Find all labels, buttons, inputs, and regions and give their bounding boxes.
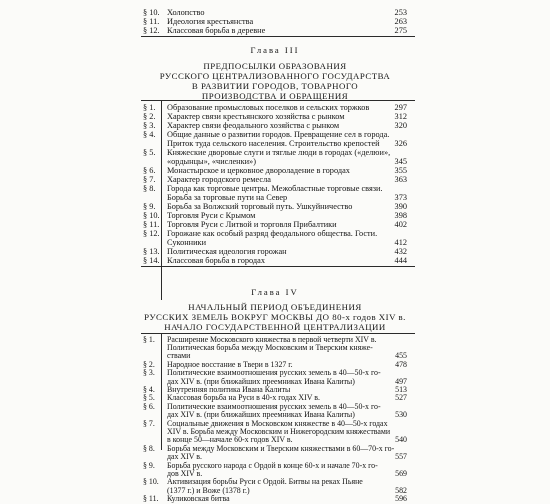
entry-title: Суконники — [167, 238, 207, 247]
entry-page: 263 — [394, 17, 407, 26]
chapter-label: Глава IV — [251, 287, 299, 297]
entry-number: § 10. — [143, 8, 160, 17]
entry-title: Классовая борьба на Руси в 40-х годах XIV в. — [167, 393, 320, 403]
entry-title: Характер связи крестьянского хозяйства с рынком — [167, 112, 345, 121]
entry-page: 345 — [394, 157, 407, 166]
entry-number: § 11. — [143, 220, 160, 229]
entry-page: 527 — [395, 393, 407, 403]
entry-title: Торговля Руси с Литвой и торговля Прибалтики — [167, 220, 337, 229]
chapter-title-line: РУССКОГО ЦЕНТРАЛИЗОВАННОГО ГОСУДАРСТВА — [159, 71, 391, 81]
entry-number: § 13. — [143, 247, 160, 256]
entry-number: § 11. — [143, 494, 159, 504]
chapter-title-line: НАЧАЛЬНЫЙ ПЕРИОД ОБЪЕДИНЕНИЯ — [188, 302, 362, 312]
entry-page: 320 — [394, 121, 407, 130]
chapter-title-line: ПРЕДПОСЫЛКИ ОБРАЗОВАНИЯ — [203, 61, 347, 71]
entry-page: 355 — [394, 166, 407, 175]
entry-title: ствами — [167, 351, 191, 361]
entry-page: 478 — [395, 359, 407, 369]
entry-page: 373 — [394, 193, 407, 202]
entry-page: 455 — [395, 351, 407, 361]
entry-title: Города как торговые центры. Межобластные торговые связи. — [167, 184, 383, 193]
entry-number: § 12. — [143, 229, 160, 238]
chapter-title-line: НАЧАЛО ГОСУДАРСТВЕННОЙ ЦЕНТРАЛИЗАЦИИ — [164, 322, 386, 332]
entry-title: Расширение Московского княжества в первой четверти XIV в. — [167, 334, 377, 344]
entry-title: Политическая борьба между Московским и Тверским княже- — [167, 342, 373, 352]
entry-page: 513 — [395, 384, 407, 394]
entry-number: § 10. — [143, 211, 160, 220]
entry-page: 569 — [395, 468, 407, 478]
entry-title: в конце 50—начале 60-х годов XIV в. — [167, 435, 293, 445]
entry-page: 582 — [395, 485, 407, 495]
entry-title: дах XIV в. — [167, 452, 202, 462]
table-bottom-rule — [141, 36, 415, 37]
entry-title: Классовая борьба в городах — [167, 256, 265, 265]
entry-title: Холопство — [167, 8, 205, 17]
entry-title: дов XIV в. — [167, 468, 203, 478]
entry-page: 432 — [394, 247, 407, 256]
table-top-rule — [141, 100, 415, 101]
entry-number: § 7. — [143, 418, 155, 428]
entry-page: 312 — [394, 112, 407, 121]
entry-page: 412 — [394, 238, 407, 247]
entry-number: § 4. — [143, 130, 156, 139]
entry-number: § 2. — [143, 359, 155, 369]
entry-page: 275 — [394, 26, 407, 35]
entry-title: Горожане как особый разряд феодального общества. Гости. — [167, 229, 378, 238]
entry-number: § 1. — [143, 103, 156, 112]
entry-title: Торговля Руси с Крымом — [167, 211, 256, 220]
entry-title: Народное восстание в Твери в 1327 г. — [167, 359, 293, 369]
entry-page: 402 — [394, 220, 407, 229]
entry-title: Княжеские дворовые слуги и тяглые люди в городах («делюи», — [167, 148, 391, 157]
entry-number: § 5. — [143, 148, 156, 157]
entry-title: Образование промысловых поселков и сельских торжков — [167, 103, 370, 112]
entry-title: Социальные движения в Московском княжестве в 40—50-х годах — [167, 418, 388, 428]
entry-number: § 1. — [143, 334, 155, 344]
entry-number: § 3. — [143, 368, 155, 378]
entry-title: Общие данные о развитии городов. Превращение сел в города. — [167, 130, 390, 139]
chapter-title-line: В РАЗВИТИИ ГОРОДОВ, ТОВАРНОГО — [191, 81, 359, 91]
entry-title: Характер городского ремесла — [167, 175, 271, 184]
entry-title: Политическая идеология горожан — [167, 247, 287, 256]
entry-title: Политические взаимоотношения русских земель в 40—50-х го- — [167, 401, 381, 411]
entry-title: Идеология крестьянства — [167, 17, 254, 26]
entry-title: Характер связи феодального хозяйства с рынком — [167, 121, 340, 130]
entry-number: § 6. — [143, 166, 156, 175]
entry-number: § 3. — [143, 121, 156, 130]
entry-number: § 11. — [143, 17, 160, 26]
entry-number: § 8. — [143, 443, 155, 453]
entry-title: Куликовская битва — [167, 494, 230, 504]
entry-number: § 9. — [143, 202, 156, 211]
entry-title: дах XIV в. (при ближайших преемниках Ивана Калиты) — [167, 376, 355, 386]
entry-number: § 2. — [143, 112, 156, 121]
entry-title: «ордынцы», «численки») — [167, 157, 256, 166]
entry-page: 497 — [395, 376, 407, 386]
entry-page: 557 — [395, 452, 407, 462]
entry-title: Борьба между Московским и Тверским княжествами в 60—70-х го- — [167, 443, 395, 453]
entry-title: Приток туда сельского населения. Строительство крепостей — [167, 139, 380, 148]
chapter-title-line: ПРОИЗВОДСТВА И ОБРАЩЕНИЯ — [201, 91, 349, 101]
entry-page: 253 — [394, 8, 407, 17]
entry-title: дах XIV в. (при ближайших преемниках Ивана Калиты) — [167, 410, 355, 420]
entry-title: Классовая борьба в деревне — [167, 26, 266, 35]
entry-title: Внутренняя политика Ивана Калиты — [167, 384, 291, 394]
entry-number: § 10. — [143, 477, 159, 487]
table-bottom-rule — [141, 266, 415, 267]
entry-number: § 4. — [143, 384, 155, 394]
entry-number: § 7. — [143, 175, 156, 184]
entry-number: § 12. — [143, 26, 160, 35]
entry-title: Борьба русского народа с Ордой в конце 60-х и начале 70-х го- — [167, 460, 378, 470]
chapter-title-line: РУССКИХ ЗЕМЕЛЬ ВОКРУГ МОСКВЫ ДО 80-х годов XIV в. — [144, 312, 406, 322]
entry-number: § 5. — [143, 393, 155, 403]
entry-page: 596 — [395, 494, 407, 504]
entry-title: Монастырское и церковное двороладение в городах — [167, 166, 350, 175]
entry-title: (1377 г.) и Воже (1378 г.) — [167, 485, 250, 495]
entry-page: 398 — [394, 211, 407, 220]
entry-title: Борьба за торговые пути на Север — [167, 193, 288, 202]
table-top-rule — [141, 333, 415, 334]
entry-page: 530 — [395, 410, 407, 420]
entry-number: § 6. — [143, 401, 155, 411]
entry-title: Борьба за Волжский торговый путь. Ушкуйничество — [167, 202, 353, 211]
entry-title: Политические взаимоотношения русских земель в 40—50-х го- — [167, 368, 381, 378]
entry-title: XIV в. Борьба между Московским и Нижегородским княжествами — [167, 426, 391, 436]
entry-number: § 14. — [143, 256, 160, 265]
entry-page: 297 — [394, 103, 407, 112]
entry-title: Активизация борьбы Руси с Ордой. Битвы на реках Пьяне — [167, 477, 363, 487]
entry-page: 444 — [394, 256, 407, 265]
chapter-label: Глава III — [250, 45, 300, 55]
entry-page: 326 — [394, 139, 407, 148]
entry-number: § 8. — [143, 184, 156, 193]
entry-page: 540 — [395, 435, 407, 445]
entry-page: 363 — [394, 175, 407, 184]
entry-page: 390 — [394, 202, 407, 211]
entry-number: § 9. — [143, 460, 155, 470]
